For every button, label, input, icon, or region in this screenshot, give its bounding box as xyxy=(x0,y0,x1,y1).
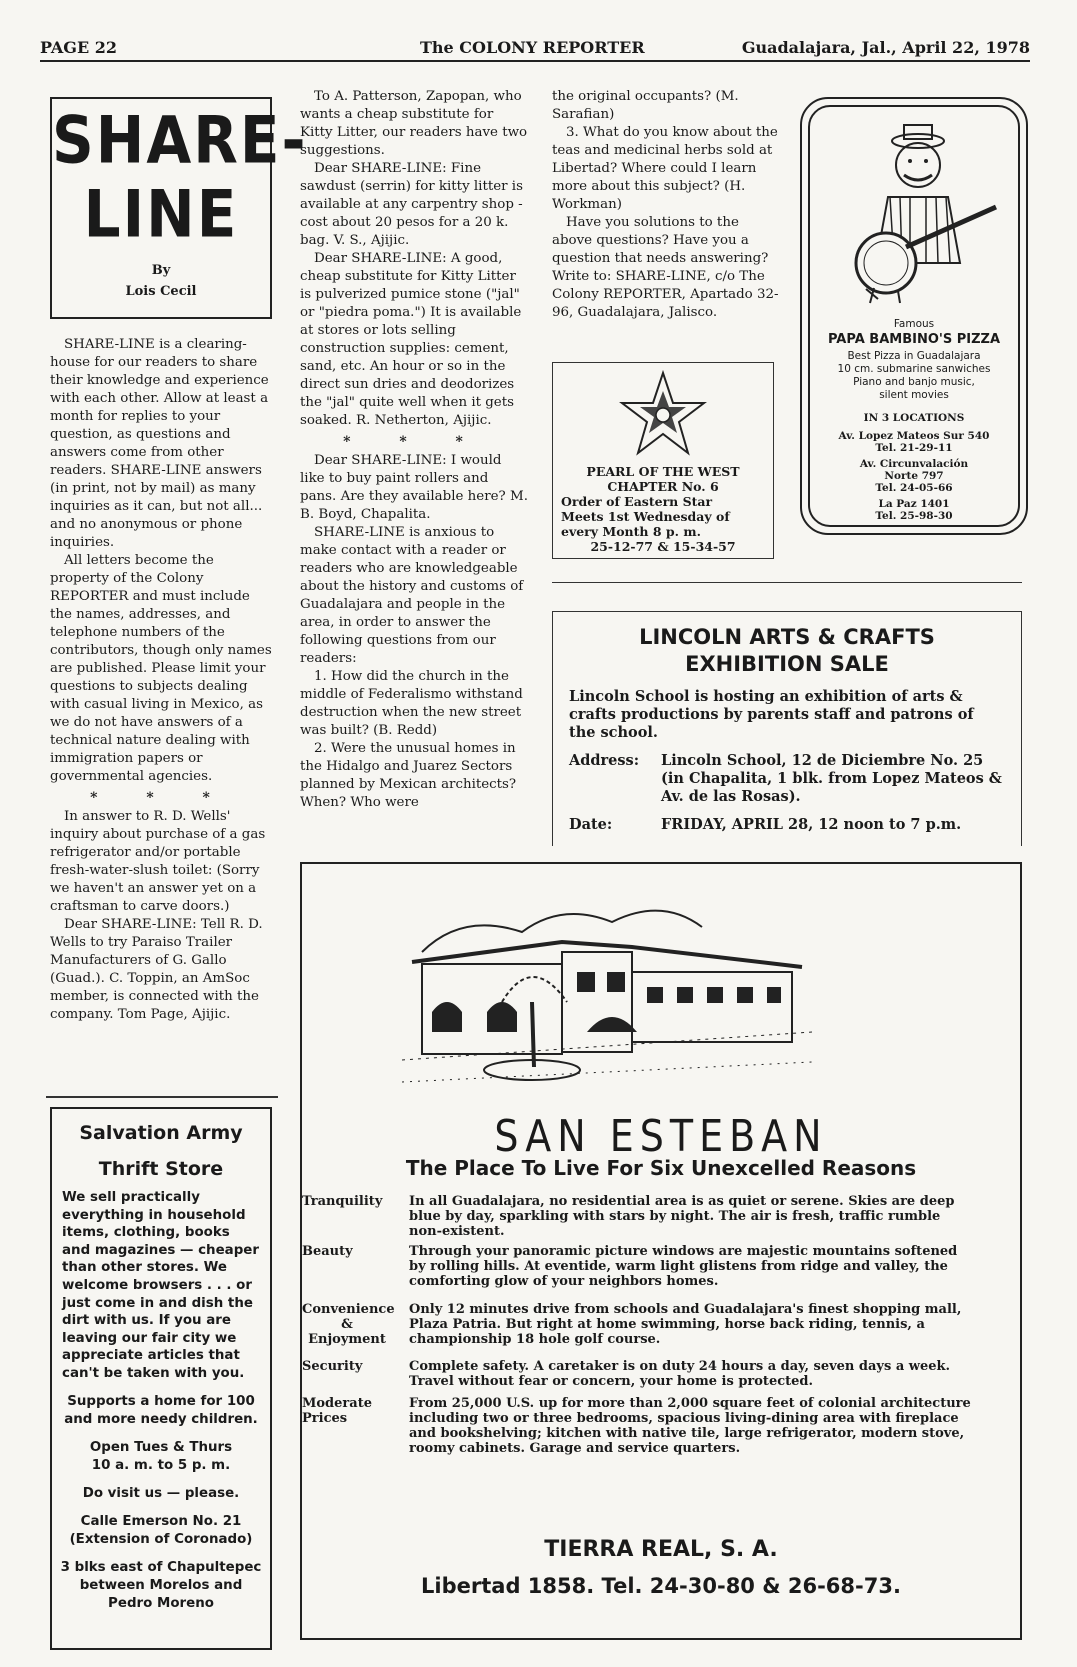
column-title-line1: SHARE- xyxy=(52,101,308,179)
ad-title-line1: LINCOLN ARTS & CRAFTS xyxy=(639,625,935,649)
location-address: Av. Lopez Mateos Sur 540 xyxy=(838,430,990,442)
locations-heading: IN 3 LOCATIONS xyxy=(863,412,965,424)
ad-title-line2: Thrift Store xyxy=(98,1158,224,1180)
byline-author: Lois Cecil xyxy=(125,284,197,299)
divider xyxy=(46,1096,278,1098)
paragraph: Dear SHARE-LINE: Fine sawdust (serrin) for kitty litter is available at any carpentry shop - cost about 20 pesos for a 20 k. bag. V. S., Ajijic. xyxy=(300,161,523,248)
paragraph: the original occupants? (M. Sarafian) xyxy=(552,89,739,122)
notice-line: PEARL OF THE WEST xyxy=(586,464,740,479)
ad-title: SAN ESTEBAN xyxy=(494,1110,828,1162)
ad-visit: Do visit us — please. xyxy=(82,1485,240,1501)
ad-address-street: Calle Emerson No. 21 xyxy=(80,1513,242,1529)
pizza-feature: silent movies xyxy=(879,389,949,401)
eastern-star-notice xyxy=(552,362,774,559)
reason-label: Convenience & Enjoyment xyxy=(302,1302,395,1347)
ad-date-row xyxy=(553,806,1021,834)
reason-label: Beauty xyxy=(302,1244,353,1259)
location-phone: Tel. 21-29-11 xyxy=(875,442,953,454)
reason-row xyxy=(302,1302,1020,1362)
publication-name: The COLONY REPORTER xyxy=(420,38,645,57)
notice-line: CHAPTER No. 6 xyxy=(607,479,719,494)
pizza-tagline: Famous xyxy=(893,318,935,330)
page-number: PAGE 22 xyxy=(40,38,117,57)
location-phone: Tel. 24-05-66 xyxy=(875,482,953,494)
reason-text: In all Guadalajara, no residential area is as quiet or serene. Skies are deep blue by day, sparkling with stars by night. The air is fresh, traffic rumble non-existent. xyxy=(409,1194,955,1239)
paragraph: Have you solutions to the above questions? Have you a question that needs answering? Write to: SHARE-LINE, c/o The Colony REPORTER, Apartado 32-96, Guadalajara, Jalisco. xyxy=(552,215,779,320)
ad-title-line1: Salvation Army xyxy=(79,1122,243,1144)
pizza-features xyxy=(802,350,1026,402)
date-value: FRIDAY, APRIL 28, 12 noon to 7 p.m. xyxy=(661,816,962,833)
reason-row xyxy=(302,1359,1020,1399)
ad-subtitle: The Place To Live For Six Unexcelled Reasons xyxy=(405,1156,917,1180)
paragraph: Dear SHARE-LINE: I would like to buy paint rollers and pans. Are they available here? M. B. Boyd, Chapalita. xyxy=(300,453,528,522)
notice-line: Meets 1st Wednesday of xyxy=(561,509,730,524)
article-column-2 xyxy=(300,88,528,812)
reason-text: Only 12 minutes drive from schools and Guadalajara's finest shopping mall, Plaza Patria. But right at home swimming, horse back riding, tennis, a championship 18 hole golf course. xyxy=(409,1302,962,1347)
salvation-army-ad xyxy=(50,1107,272,1650)
location-address: La Paz 1401 xyxy=(878,498,950,510)
ad-title-line2: EXHIBITION SALE xyxy=(685,652,889,676)
pizza-name: PAPA BAMBINO'S PIZZA xyxy=(827,332,1001,347)
pizza-feature: 10 cm. submarine sanwiches xyxy=(837,363,991,375)
paragraph: 1. How did the church in the middle of Federalismo withstand destruction when the new street was built? (B. Redd) xyxy=(300,669,523,738)
pizza-feature: Piano and banjo music, xyxy=(853,376,975,388)
notice-line: Order of Eastern Star xyxy=(561,494,713,509)
location-phone: Tel. 25-98-30 xyxy=(875,510,953,522)
reason-row xyxy=(302,1244,1020,1304)
paragraph: Dear SHARE-LINE: Tell R. D. Wells to try Paraiso Trailer Manufacturers of G. Gallo (Guad.). C. Toppin, an AmSoc member, is connected with the company. Tom Page, Ajijic. xyxy=(50,917,263,1022)
banjo-player-illustration-icon xyxy=(830,113,1000,313)
reason-text: Through your panoramic picture windows are majestic mountains softened by rolling hills. At eventide, warm light glistens from ridge and valley, the comforting glow of your neighbors homes. xyxy=(409,1244,958,1289)
pizza-locations xyxy=(802,412,1026,522)
notice-line: 25-12-77 & 15-34-57 xyxy=(590,539,736,554)
location-address: Norte 797 xyxy=(884,470,944,482)
lincoln-exhibition-ad xyxy=(552,611,1022,846)
location-address: Av. Circunvalación xyxy=(859,458,969,470)
reason-row xyxy=(302,1194,1020,1239)
reason-text: Complete safety. A caretaker is on duty 24 hours a day, seven days a week. Travel without fear or concern, your home is protected. xyxy=(409,1359,951,1389)
reason-label: Security xyxy=(302,1359,363,1374)
company-name: TIERRA REAL, S. A. xyxy=(544,1537,778,1562)
paragraph: All letters become the property of the Colony REPORTER and must include the names, addresses, and telephone numbers of the contributors, though only names are published. Please limit your questions to subjects dealing with casual living in Mexico, as we do not have answers of a technical nature dealing with immigration papers or governmental agencies. xyxy=(50,553,272,784)
eastern-star-emblem-icon xyxy=(618,369,708,459)
article-column-3 xyxy=(552,88,780,322)
divider xyxy=(552,582,1022,583)
section-separator: * * * xyxy=(90,790,232,806)
reason-label: Moderate Prices xyxy=(302,1396,372,1426)
dateline: Guadalajara, Jal., April 22, 1978 xyxy=(741,38,1030,57)
paragraph: To A. Patterson, Zapopan, who wants a cheap substitute for Kitty Litter, our readers have two suggestions. xyxy=(300,89,528,158)
ad-address-extension: (Extension of Coronado) xyxy=(69,1531,253,1547)
san-esteban-ad xyxy=(300,862,1022,1640)
villa-illustration-icon xyxy=(402,892,812,1092)
ad-directions-3: Pedro Moreno xyxy=(108,1595,214,1611)
column-title-line2: LINE xyxy=(83,175,239,253)
page-header xyxy=(40,34,1030,62)
notice-line: every Month 8 p. m. xyxy=(561,524,701,539)
section-separator: * * * xyxy=(343,434,485,450)
paragraph: SHARE-LINE is a clearing-house for our readers to share their knowledge and experience with each other. Allow at least a month for replies to your question, as questions and answers come from other readers. SHARE-LINE answers (in print, not by mail) as many inquiries as it can, but not all... and no anonymous or phone inquiries. xyxy=(50,337,269,550)
article-column-1 xyxy=(50,336,272,1024)
ad-hours-days: Open Tues & Thurs xyxy=(89,1439,233,1455)
shareline-title-box xyxy=(50,97,308,319)
paragraph: In answer to R. D. Wells' inquiry about purchase of a gas refrigerator and/or portable fresh-water-slush toilet: (Sorry we haven't an answer yet on a craftsman to carve doors.) xyxy=(50,809,266,914)
ad-directions-1: 3 blks east of Chapultepec xyxy=(60,1559,262,1575)
ad-body: We sell practically everything in household items, clothing, books and magazines — cheaper than other stores. We welcome browsers . . . or just come in and dish the dirt with us. If you are leaving our fair city we appreciate articles that can't be taken with you. xyxy=(62,1190,259,1381)
reason-row xyxy=(302,1396,1020,1466)
ad-directions-2: between Morelos and xyxy=(79,1577,243,1593)
ad-address-row xyxy=(553,742,1021,806)
ad-hours-time: 10 a. m. to 5 p. m. xyxy=(91,1457,231,1473)
pizza-feature: Best Pizza in Guadalajara xyxy=(847,350,981,362)
address-label: Address: xyxy=(569,752,640,769)
reason-text: From 25,000 U.S. up for more than 2,000 square feet of colonial architecture including two or three bedrooms, spacious living-dining area with fireplace and bookshelving; kitchen with native tile, large refrigerator, modern stove, roomy cabinets. Garage and service quarters. xyxy=(409,1396,971,1456)
paragraph: SHARE-LINE is anxious to make contact with a reader or readers who are knowledgeable about the history and customs of Guadalajara and people in the area, in order to answer the following questions from our readers: xyxy=(300,525,524,666)
paragraph: Dear SHARE-LINE: A good, cheap substitute for Kitty Litter is pulverized pumice stone ("jal" or "piedra poma.") It is available at stores or lots selling construction supplies: cement, sand, etc. An hour or so in the direct sun dries and deodorizes the "jal" quite well when it gets soaked. R. Netherton, Ajijic. xyxy=(300,251,522,428)
pizza-ad xyxy=(800,97,1028,535)
byline-by: By xyxy=(151,263,171,278)
ad-support: Supports a home for 100 and more needy children. xyxy=(64,1393,258,1427)
paragraph: 2. Were the unusual homes in the Hidalgo and Juarez Sectors planned by Mexican architects? When? Who were xyxy=(300,741,517,810)
paragraph: 3. What do you know about the teas and medicinal herbs sold at Libertad? Where could I learn more about this subject? (H. Workman) xyxy=(552,125,778,212)
company-address: Libertad 1858. Tel. 24-30-80 & 26-68-73. xyxy=(421,1574,901,1598)
date-label: Date: xyxy=(569,816,613,833)
reason-label: Tranquility xyxy=(302,1194,383,1209)
ad-body: Lincoln School is hosting an exhibition of arts & crafts productions by parents staff and patrons of the school. xyxy=(569,688,974,741)
address-value: Lincoln School, 12 de Diciembre No. 25 (in Chapalita, 1 blk. from Lopez Mateos & Av. de las Rosas). xyxy=(661,752,1002,805)
